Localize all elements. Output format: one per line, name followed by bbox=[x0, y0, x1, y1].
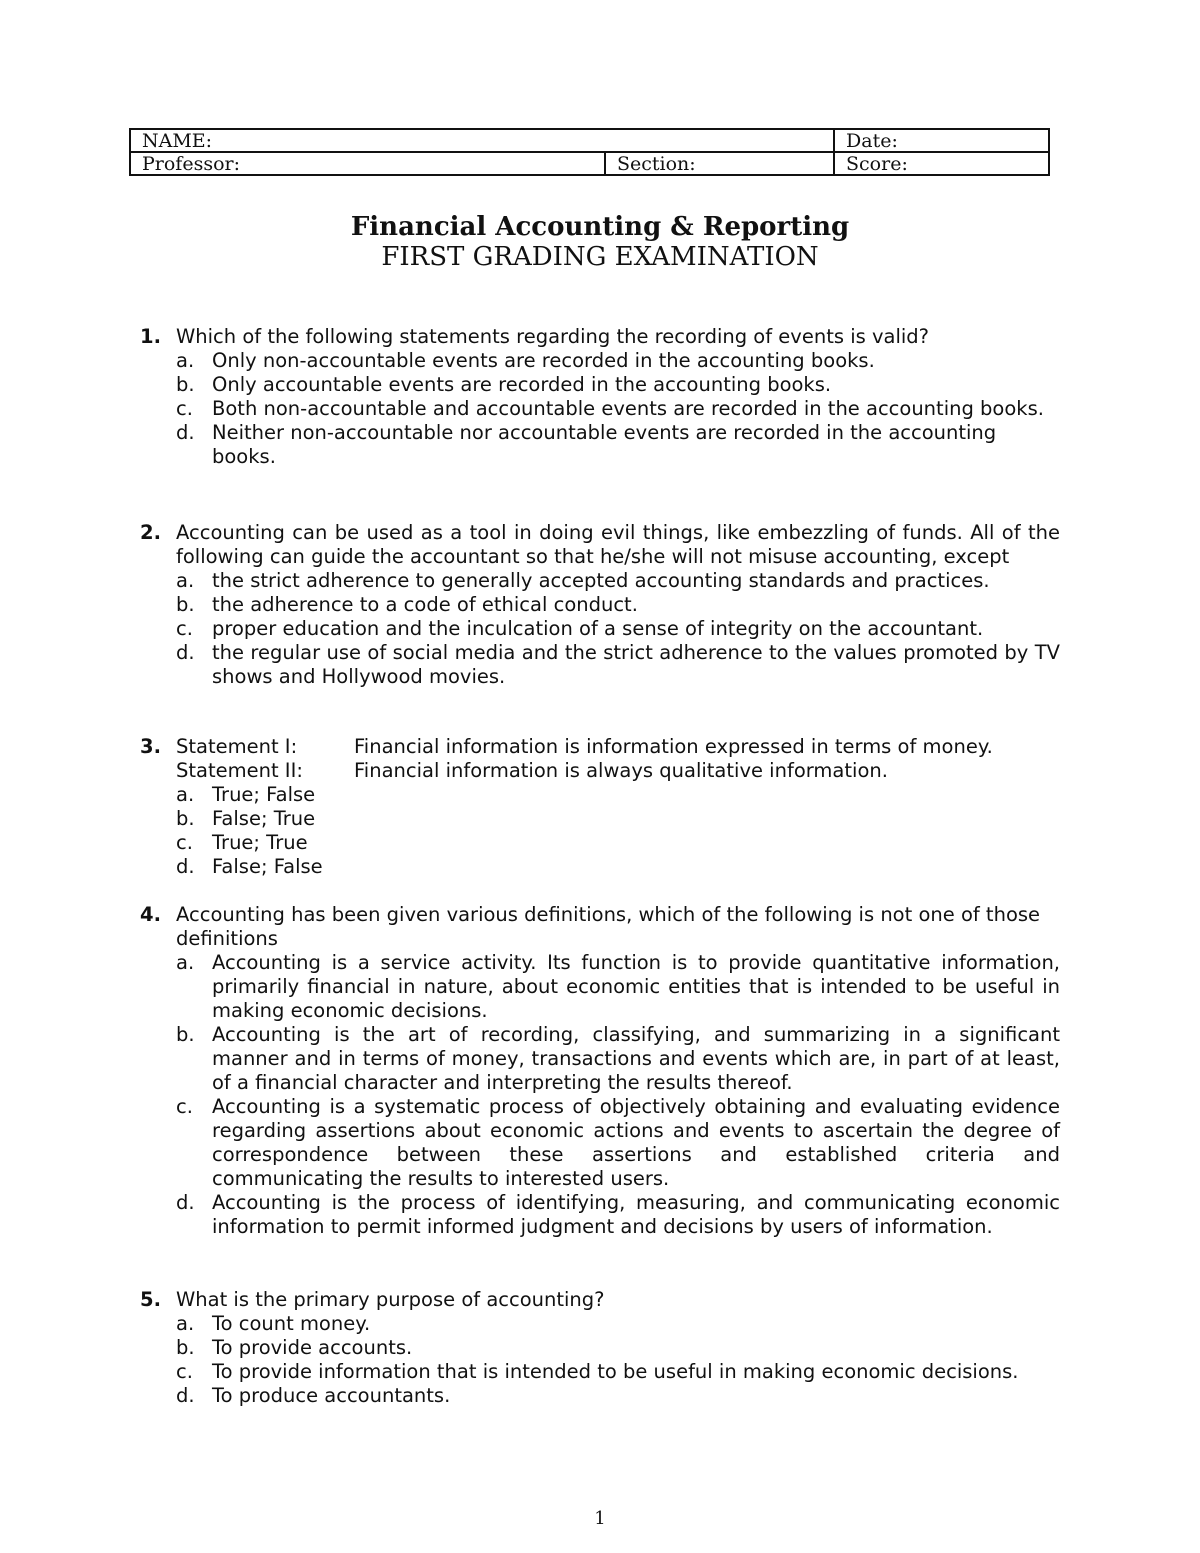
option-c bbox=[176, 1360, 1060, 1384]
option-a bbox=[176, 783, 1060, 807]
option-c bbox=[176, 617, 1060, 641]
option-d bbox=[176, 421, 1060, 469]
option-text: the adherence to a code of ethical conduct. bbox=[212, 593, 638, 616]
question-4 bbox=[140, 903, 1060, 1239]
option-text: To count money. bbox=[212, 1312, 371, 1335]
option-letter: a. bbox=[176, 569, 195, 592]
name-label: NAME: bbox=[142, 129, 213, 152]
option-letter: a. bbox=[176, 783, 195, 806]
student-info-table bbox=[129, 128, 1050, 176]
option-text: proper education and the inculcation of a sense of integrity on the accountant. bbox=[212, 617, 984, 640]
option-c bbox=[176, 831, 1060, 855]
option-text: Neither non-accountable nor accountable events are recorded in the accounting books. bbox=[212, 421, 997, 468]
question-1 bbox=[140, 325, 1060, 469]
question-number: 2. bbox=[140, 521, 161, 544]
option-text: True; True bbox=[212, 831, 308, 854]
option-b bbox=[176, 593, 1060, 617]
option-letter: a. bbox=[176, 951, 195, 974]
option-text: the regular use of social media and the strict adherence to the values promoted by TV shows and Hollywood movies. bbox=[212, 641, 1060, 688]
option-a bbox=[176, 951, 1060, 1023]
option-b bbox=[176, 1023, 1060, 1095]
question-5 bbox=[140, 1288, 1060, 1408]
option-letter: a. bbox=[176, 349, 195, 372]
professor-field bbox=[130, 152, 605, 175]
option-d bbox=[176, 641, 1060, 689]
statement-label: Statement I: bbox=[176, 735, 298, 758]
score-field bbox=[834, 152, 1049, 175]
option-letter: d. bbox=[176, 421, 195, 444]
question-number: 1. bbox=[140, 325, 161, 348]
statement-text: Financial information is always qualitative information. bbox=[354, 759, 888, 782]
option-a bbox=[176, 1312, 1060, 1336]
section-label: Section: bbox=[617, 152, 696, 175]
option-text: To produce accountants. bbox=[212, 1384, 451, 1407]
option-letter: b. bbox=[176, 1023, 195, 1046]
option-c bbox=[176, 397, 1060, 421]
page-number: 1 bbox=[594, 1508, 606, 1529]
option-d bbox=[176, 1384, 1060, 1408]
question-stem: Accounting can be used as a tool in doing evil things, like embezzling of funds. All of the following can guide the accountant so that he/she will not misuse accounting, except bbox=[176, 521, 1060, 568]
option-letter: d. bbox=[176, 641, 195, 664]
date-label: Date: bbox=[846, 129, 898, 152]
option-letter: c. bbox=[176, 1360, 193, 1383]
option-letter: c. bbox=[176, 617, 193, 640]
option-letter: c. bbox=[176, 831, 193, 854]
statement-1 bbox=[176, 735, 1060, 759]
option-letter: a. bbox=[176, 1312, 195, 1335]
professor-label: Professor: bbox=[142, 152, 241, 175]
option-c bbox=[176, 1095, 1060, 1191]
option-text: Only non-accountable events are recorded in the accounting books. bbox=[212, 349, 875, 372]
question-number: 5. bbox=[140, 1288, 161, 1311]
statement-2 bbox=[176, 759, 1060, 783]
name-field bbox=[130, 129, 834, 152]
question-stem: Accounting has been given various definitions, which of the following is not one of those definitions bbox=[176, 903, 1041, 950]
option-text: Accounting is the process of identifying, measuring, and communicating economic information to permit informed judgment and decisions by users of information. bbox=[212, 1191, 1060, 1238]
option-letter: d. bbox=[176, 1384, 195, 1407]
option-text: Both non-accountable and accountable events are recorded in the accounting books. bbox=[212, 397, 1044, 420]
option-a bbox=[176, 349, 1060, 373]
question-number: 4. bbox=[140, 903, 161, 926]
option-letter: c. bbox=[176, 1095, 193, 1118]
option-text: False; True bbox=[212, 807, 316, 830]
option-letter: c. bbox=[176, 397, 193, 420]
option-a bbox=[176, 569, 1060, 593]
option-text: True; False bbox=[212, 783, 316, 806]
option-d bbox=[176, 1191, 1060, 1239]
option-letter: b. bbox=[176, 807, 195, 830]
option-letter: d. bbox=[176, 855, 195, 878]
option-text: Accounting is a service activity. Its function is to provide quantitative information, primarily financial in nature, about economic entities that is intended to be useful in making economic decisions. bbox=[212, 951, 1060, 1022]
question-stem: Which of the following statements regarding the recording of events is valid? bbox=[176, 325, 930, 348]
statement-label: Statement II: bbox=[176, 759, 303, 782]
option-text: Accounting is a systematic process of objectively obtaining and evaluating evidence regarding assertions about economic actions and events to ascertain the degree of correspondence between these assertions and established criteria and communicating the results to interested users. bbox=[212, 1095, 1060, 1190]
option-text: To provide information that is intended to be useful in making economic decisions. bbox=[212, 1360, 1019, 1383]
date-field bbox=[834, 129, 1049, 152]
course-title: Financial Accounting & Reporting bbox=[350, 212, 850, 242]
option-b bbox=[176, 373, 1060, 397]
option-text: Only accountable events are recorded in the accounting books. bbox=[212, 373, 832, 396]
option-text: To provide accounts. bbox=[212, 1336, 413, 1359]
section-field bbox=[605, 152, 834, 175]
option-b bbox=[176, 1336, 1060, 1360]
option-text: Accounting is the art of recording, classifying, and summarizing in a significant manner and in terms of money, transactions and events which are, in part of at least, of a financial character and interpreting the results thereof. bbox=[212, 1023, 1060, 1094]
option-letter: b. bbox=[176, 373, 195, 396]
statement-text: Financial information is information expressed in terms of money. bbox=[354, 735, 993, 758]
option-text: False; False bbox=[212, 855, 323, 878]
exam-name: FIRST GRADING EXAMINATION bbox=[381, 242, 819, 272]
option-b bbox=[176, 807, 1060, 831]
option-letter: b. bbox=[176, 593, 195, 616]
exam-title bbox=[0, 212, 1200, 272]
score-label: Score: bbox=[846, 152, 908, 175]
option-letter: b. bbox=[176, 1336, 195, 1359]
question-stem: What is the primary purpose of accounting? bbox=[176, 1288, 605, 1311]
option-text: the strict adherence to generally accepted accounting standards and practices. bbox=[212, 569, 990, 592]
question-2 bbox=[140, 521, 1060, 689]
option-letter: d. bbox=[176, 1191, 195, 1214]
question-3 bbox=[140, 735, 1060, 879]
option-d bbox=[176, 855, 1060, 879]
question-number: 3. bbox=[140, 735, 161, 758]
